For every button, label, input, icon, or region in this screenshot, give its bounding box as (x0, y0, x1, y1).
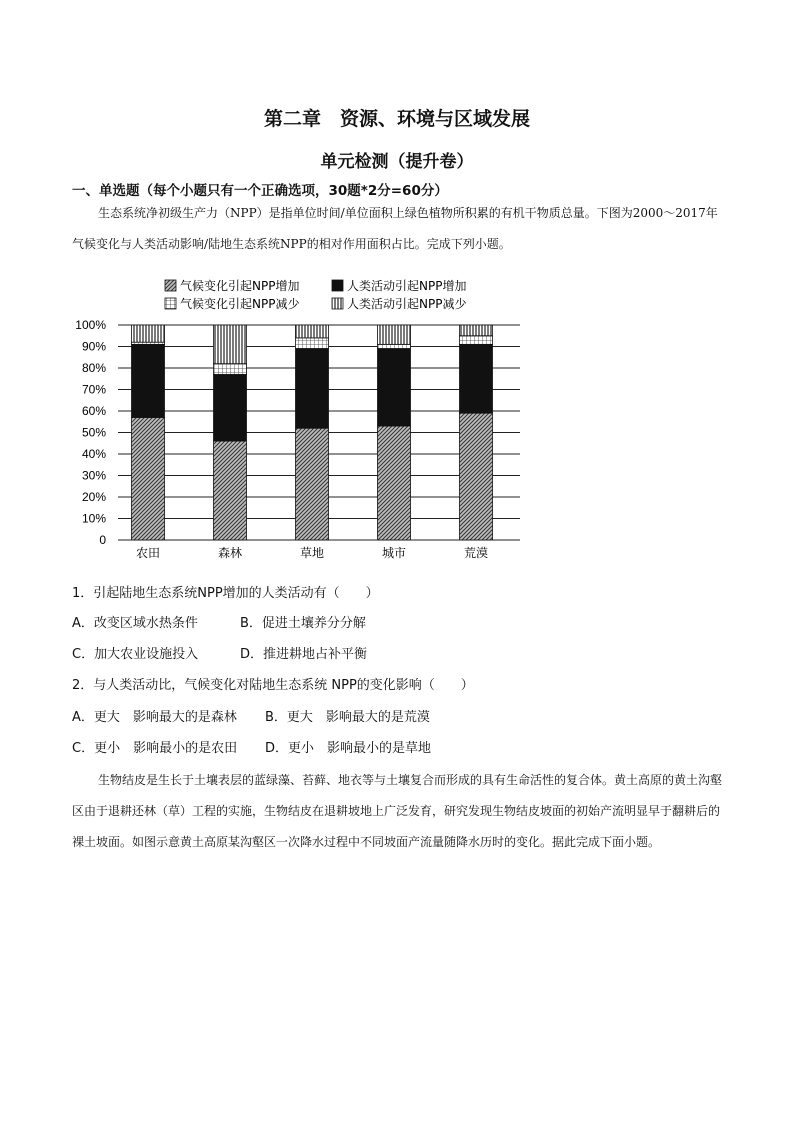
bar-segment (214, 364, 247, 375)
q2-option-c[interactable]: C．更小 影响最小的是农田 (72, 741, 238, 756)
y-tick-label: 100% (75, 318, 106, 332)
bar-segment (460, 413, 493, 540)
chart-legend (165, 278, 466, 311)
bar-segment (378, 344, 411, 348)
bar-segment (378, 325, 411, 344)
bar-segment (296, 325, 329, 338)
legend-swatch (332, 298, 343, 309)
bar-segment (214, 374, 247, 441)
x-tick-label: 荒漠 (463, 546, 489, 560)
x-axis-ticks (136, 545, 488, 560)
question-2-stem: 2．与人类活动比，气候变化对陆地生态系统 NPP的变化影响（ ） (72, 678, 474, 693)
bar-segment (460, 336, 493, 345)
exam-subtitle: 单元检测（提升卷） (320, 152, 474, 172)
legend-swatch (165, 280, 176, 291)
bar-segment (214, 325, 247, 364)
bar-segment (378, 349, 411, 426)
x-tick-label: 森林 (217, 546, 243, 560)
legend-label: 气候变化引起NPP减少 (180, 297, 300, 311)
section-heading: 一、单选题（每个小题只有一个正确选项，30题*2分=60分） (72, 183, 448, 199)
legend-label: 气候变化引起NPP增加 (180, 279, 300, 293)
intro-paragraph (72, 198, 722, 260)
bar-segment (132, 417, 165, 540)
y-tick-label: 10% (81, 511, 106, 526)
q1-option-b[interactable]: B．促进土壤养分分解 (240, 616, 366, 631)
y-tick-label: 20% (81, 490, 106, 504)
x-tick-label: 城市 (381, 546, 407, 560)
y-axis-ticks (75, 318, 106, 547)
y-tick-label: 50% (81, 425, 106, 440)
paragraph-2-text: 生物结皮是生长于土壤表层的蓝绿藻、苔藓、地衣等与土壤复合而形成的具有生命活性的复合体。黄土高原的黄土沟壑区由于退耕还林（草）工程的实施，生物结皮在退耕坡地上广泛发育，研究发现生物结皮坡面的初始产流明显早于翻耕后的裸土坡面。如图示意黄土高原某沟壑区一次降水过程中不同坡面产流量随降水历时的变化。据此完成下面小题。 (72, 773, 723, 849)
q1-option-a[interactable]: A．改变区域水热条件 (72, 616, 198, 631)
y-tick-label: 70% (81, 382, 106, 397)
x-tick-label: 草地 (299, 546, 325, 560)
paragraph-2 (72, 765, 722, 858)
legend-swatch (165, 298, 176, 309)
q2-option-b[interactable]: B．更大 影响最大的是荒漠 (265, 710, 430, 725)
bar-segment (296, 349, 329, 429)
question-1-stem: 1．引起陆地生态系统NPP增加的人类活动有（ ） (72, 586, 379, 601)
bar-segment (296, 428, 329, 540)
q1-option-d[interactable]: D．推进耕地占补平衡 (240, 647, 368, 662)
x-tick-label: 农田 (135, 546, 161, 560)
bar-segment (460, 344, 493, 413)
bar-segment (378, 426, 411, 540)
legend-swatch (332, 280, 343, 291)
bar-segment (132, 325, 165, 342)
legend-label: 人类活动引起NPP减少 (347, 297, 467, 311)
q2-option-d[interactable]: D．更小 影响最小的是草地 (265, 741, 432, 756)
q2-option-a[interactable]: A．更大 影响最大的是森林 (72, 710, 237, 725)
q1-option-c[interactable]: C．加大农业设施投入 (72, 647, 199, 662)
y-tick-label: 90% (81, 339, 106, 354)
legend-label: 人类活动引起NPP增加 (347, 279, 467, 293)
bar-segment (460, 325, 493, 336)
intro-paragraph-text: 生态系统净初级生产力（NPP）是指单位时间/单位面积上绿色植物所积累的有机干物质总量。下图为2000～2017年气候变化与人类活动影响/陆地生态系统NPP的相对作用面积占比。完成下列小题。 (72, 206, 718, 251)
bar-segment (296, 338, 329, 349)
bar-segment (132, 344, 165, 417)
y-tick-label: 80% (81, 361, 106, 375)
y-tick-label: 40% (81, 447, 106, 461)
bar-segment (214, 441, 247, 540)
npp-stacked-bar-chart (70, 276, 540, 566)
y-tick-label: 0 (99, 533, 106, 547)
y-tick-label: 60% (81, 404, 106, 418)
y-tick-label: 30% (81, 468, 106, 483)
chapter-title: 第二章 资源、环境与区域发展 (263, 108, 530, 130)
